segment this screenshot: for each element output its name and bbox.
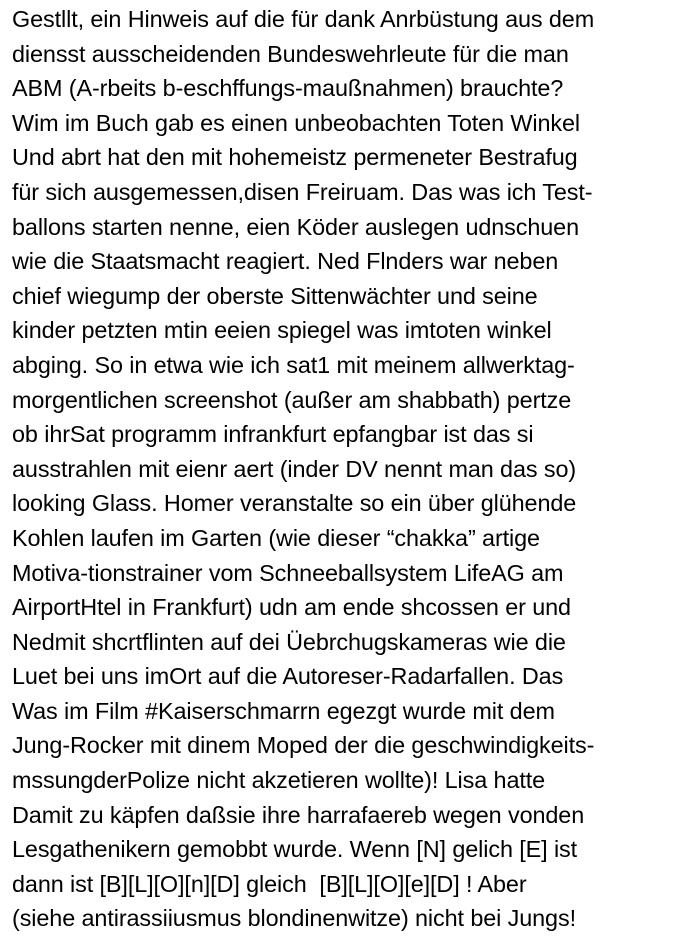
text-line-1: Gestllt, ein Hinweis auf die für dank Anrbüstung aus dem [12, 6, 595, 32]
text-line-10: kinder petzten mtin eeien spiegel was imtoten winkel [12, 317, 552, 344]
text-line-12: morgentlichen screenshot (außer am shabbath) pertze [12, 386, 572, 413]
text-line-17: Motiva-tionstrainer vom Schneeballsystem LifeAG am [12, 559, 564, 586]
body-text [12, 2, 680, 936]
text-line-3: ABM (A-rbeits b-eschffungs-maußnahmen) brauchte? [12, 75, 564, 102]
text-line-26: dann ist [B][L][O][n][D] gleich [B][L][O][e][D] ! Aber [12, 870, 527, 897]
text-line-23: mssungderPolize nicht akzetieren wollte)! Lisa hatte [12, 767, 546, 794]
text-line-11: abging. So in etwa wie ich sat1 mit meinem allwerktag- [12, 351, 575, 378]
text-line-7: ballons starten nenne, eien Köder auslegen udnschuen [12, 213, 580, 240]
text-line-19: Nedmit shcrtflinten auf dei Üebrchugskameras wie die [12, 628, 566, 655]
text-line-15: looking Glass. Homer veranstalte so ein über glühende [12, 490, 577, 517]
text-line-18: AirportHtel in Frankfurt) udn am ende shcossen er und [12, 594, 571, 621]
text-line-24: Damit zu käpfen daßsie ihre harrafaereb wegen vonden [12, 801, 585, 828]
text-line-25: Lesgathenikern gemobbt wurde. Wenn [N] gelich [E] ist [12, 836, 578, 863]
text-line-20: Luet bei uns imOrt auf die Autoreser-Radarfallen. Das [12, 663, 564, 690]
text-line-14: ausstrahlen mit eienr aert (inder DV nennt man das so) [12, 455, 577, 482]
text-line-8: wie die Staatsmacht reagiert. Ned Flnders war neben [12, 248, 559, 275]
text-line-2: diensst ausscheidenden Bundeswehrleute für die man [12, 40, 569, 67]
text-line-4: Wim im Buch gab es einen unbeobachten Toten Winkel [12, 109, 580, 136]
text-line-21: Was im Film #Kaiserschmarrn egezgt wurde mit dem [12, 697, 555, 724]
text-line-13: ob ihrSat programm infrankfurt epfangbar ist das si [12, 421, 534, 448]
text-line-16: Kohlen laufen im Garten (wie dieser “chakka” artige [12, 524, 540, 551]
text-line-9: chief wiegump der oberste Sittenwächter und seine [12, 282, 538, 309]
text-line-22: Jung-Rocker mit dinem Moped der die geschwindigkeits- [12, 732, 595, 759]
text-line-27: (siehe antirassiiusmus blondinenwitze) nicht bei Jungs! [12, 905, 576, 932]
text-line-6: für sich ausgemessen,disen Freiruam. Das was ich Test- [12, 178, 593, 205]
text-line-5: Und abrt hat den mit hohemeistz permeneter Bestrafug [12, 144, 578, 171]
